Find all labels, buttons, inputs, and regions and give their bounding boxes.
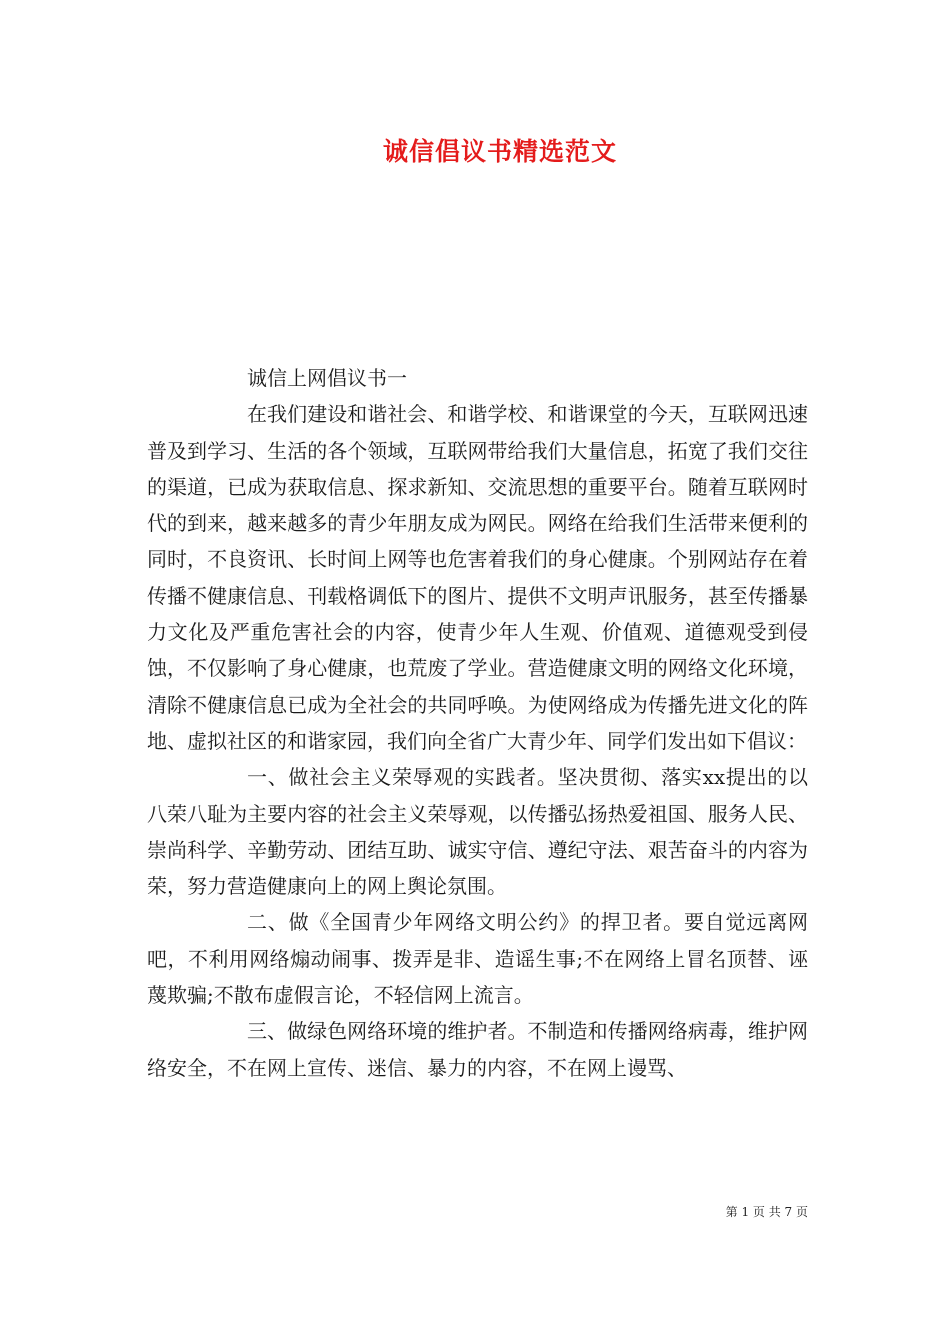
paragraph-point-2: 二、做《全国青少年网络文明公约》的捍卫者。要自觉远离网吧，不利用网络煽动闹事、拨弄是非、造谣生事;不在网络上冒名顶替、诬蔑欺骗;不散布虚假言论，不轻信网上流言。 bbox=[147, 910, 808, 1008]
page-number-footer: 第 1 页 共 7 页 bbox=[725, 1205, 808, 1219]
paragraph-point-1: 一、做社会主义荣辱观的实践者。坚决贯彻、落实xx提出的以八荣八耻为主要内容的社会主义荣辱观，以传播弘扬热爱祖国、服务人民、崇尚科学、辛勤劳动、团结互助、诚实守信、遵纪守法、艰苦奋斗的内容为荣，努力营造健康向上的网上舆论氛围。 bbox=[147, 765, 808, 899]
document-body bbox=[147, 360, 808, 1086]
paragraph-point-3: 三、做绿色网络环境的维护者。不制造和传播网络病毒，维护网络安全，不在网上宣传、迷信、暴力的内容，不在网上谩骂、 bbox=[147, 1019, 808, 1080]
section-heading: 诚信上网倡议书一 bbox=[247, 366, 407, 390]
document-title: 诚信倡议书精选范文 bbox=[382, 137, 617, 166]
paragraph-intro: 在我们建设和谐社会、和谐学校、和谐课堂的今天，互联网迅速普及到学习、生活的各个领域，互联网带给我们大量信息，拓宽了我们交往的渠道，已成为获取信息、探求新知、交流思想的重要平台。随着互联网时代的到来，越来越多的青少年朋友成为网民。网络在给我们生活带来便利的同时，不良资讯、长时间上网等也危害着我们的身心健康。个别网站存在着传播不健康信息、刊载格调低下的图片、提供不文明声讯服务，甚至传播暴力文化及严重危害社会的内容，使青少年人生观、价值观、道德观受到侵蚀，不仅影响了身心健康，也荒废了学业。营造健康文明的网络文化环境，清除不健康信息已成为全社会的共同呼唤。为使网络成为传播先进文化的阵地、虚拟社区的和谐家园，我们向全省广大青少年、同学们发出如下倡议： bbox=[147, 402, 808, 753]
